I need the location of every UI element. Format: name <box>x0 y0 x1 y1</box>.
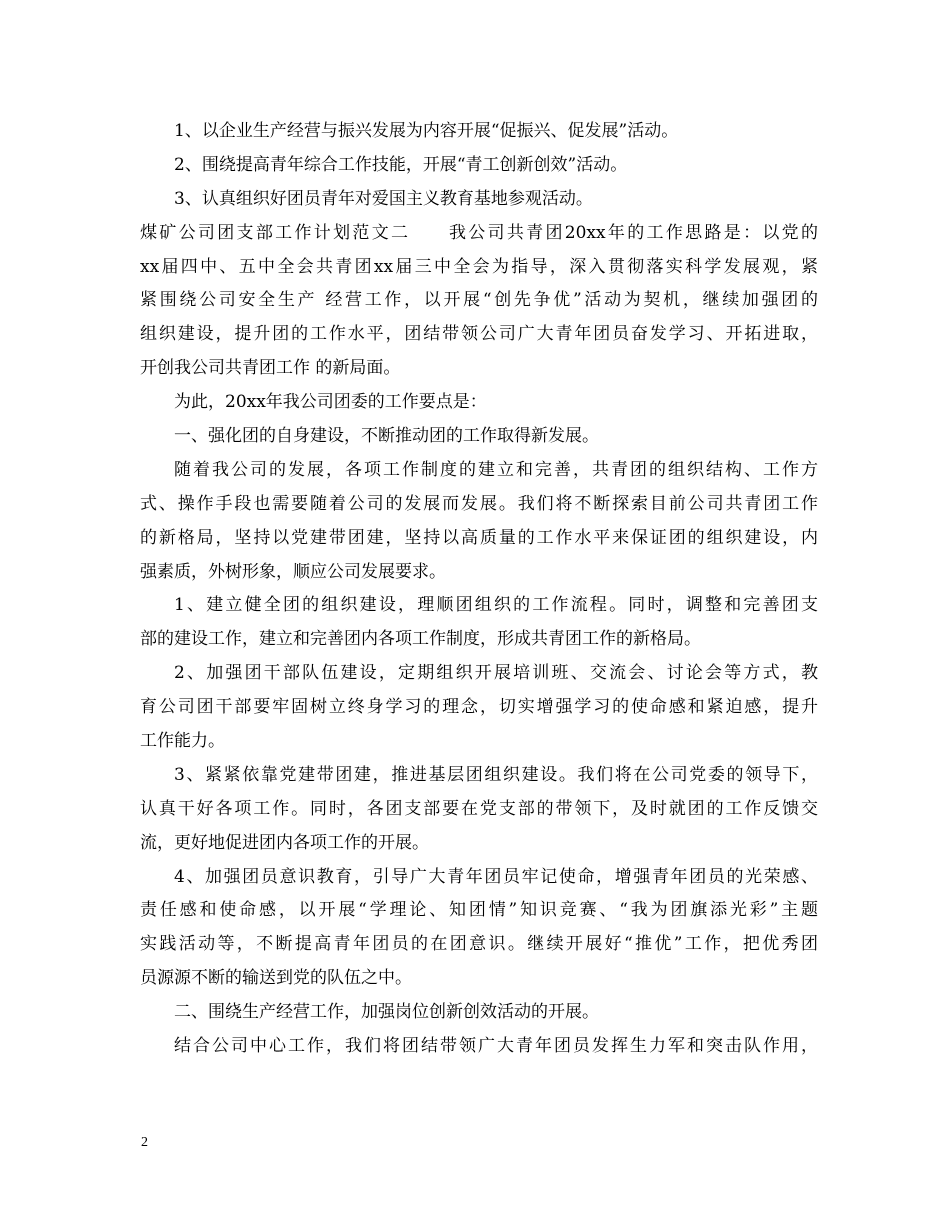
text-line: 责任感和使命感，以开展“学理论、知团情”知识竞赛、“我为团旗添光彩”主题 <box>140 900 818 921</box>
text-line: 2、加强团干部队伍建设，定期组织开展培训班、交流会、讨论会等方式，教 <box>174 663 818 684</box>
text-line: 3、认真组织好团员青年对爱国主义教育基地参观活动。 <box>174 188 593 209</box>
text-line: 育公司团干部要牢固树立终身学习的理念，切实增强学习的使命感和紧迫感，提升 <box>140 697 818 718</box>
page-number: 2 <box>141 1135 148 1150</box>
text-line: 煤矿公司团支部工作计划范文二 我公司共青团20xx年的工作思路是：以党的 <box>140 222 818 243</box>
text-line: 员源源不断的输送到党的队伍之中。 <box>140 968 412 989</box>
text-line: 部的建设工作，建立和完善团内各项工作制度，形成共青团工作的新格局。 <box>140 629 701 650</box>
text-line: 流，更好地促进团内各项工作的开展。 <box>140 832 429 853</box>
text-line: 随着我公司的发展，各项工作制度的建立和完善，共青团的组织结构、工作方 <box>174 459 818 480</box>
document-body <box>140 115 818 1064</box>
text-line: 紧围绕公司安全生产 经营工作，以开展“创先争优”活动为契机，继续加强团的 <box>140 290 818 311</box>
text-line: 组织建设，提升团的工作水平，团结带领公司广大青年团员奋发学习、开拓进取， <box>140 324 818 345</box>
text-line: 1、以企业生产经营与振兴发展为内容开展“促振兴、促发展”活动。 <box>174 121 679 141</box>
text-line: 认真干好各项工作。同时，各团支部要在党支部的带领下，及时就团的工作反馈交 <box>140 798 818 819</box>
text-line: 强素质，外树形象，顺应公司发展要求。 <box>140 561 446 582</box>
text-line: 二、围绕生产经营工作，加强岗位创新创效活动的开展。 <box>174 1002 599 1023</box>
text-line: 2、围绕提高青年综合工作技能，开展“青工创新创效”活动。 <box>174 154 628 175</box>
text-line: 工作能力。 <box>140 731 225 752</box>
text-line: 4、加强团员意识教育，引导广大青年团员牢记使命，增强青年团员的光荣感、 <box>174 866 818 887</box>
text-line: 结合公司中心工作，我们将团结带领广大青年团员发挥生力军和突击队作用， <box>174 1036 818 1057</box>
text-line: 1、建立健全团的组织建设，理顺团组织的工作流程。同时，调整和完善团支 <box>174 595 818 616</box>
text-line: 的新格局，坚持以党建带团建，坚持以高质量的工作水平来保证团的组织建设，内 <box>140 527 818 548</box>
text-line: 开创我公司共青团工作 的新局面。 <box>140 358 401 379</box>
text-line: 实践活动等，不断提高青年团员的在团意识。继续开展好“推优”工作，把优秀团 <box>140 934 818 955</box>
text-line: 式、操作手段也需要随着公司的发展而发展。我们将不断探索目前公司共青团工作 <box>140 493 818 514</box>
text-line: 3、紧紧依靠党建带团建，推进基层团组织建设。我们将在公司党委的领导下， <box>174 764 818 785</box>
text-line: 为此，20xx年我公司团委的工作要点是： <box>174 392 487 413</box>
text-line: xx届四中、五中全会共青团xx届三中全会为指导，深入贯彻落实科学发展观，紧 <box>140 256 818 277</box>
text-line: 一、强化团的自身建设，不断推动团的工作取得新发展。 <box>174 426 599 447</box>
